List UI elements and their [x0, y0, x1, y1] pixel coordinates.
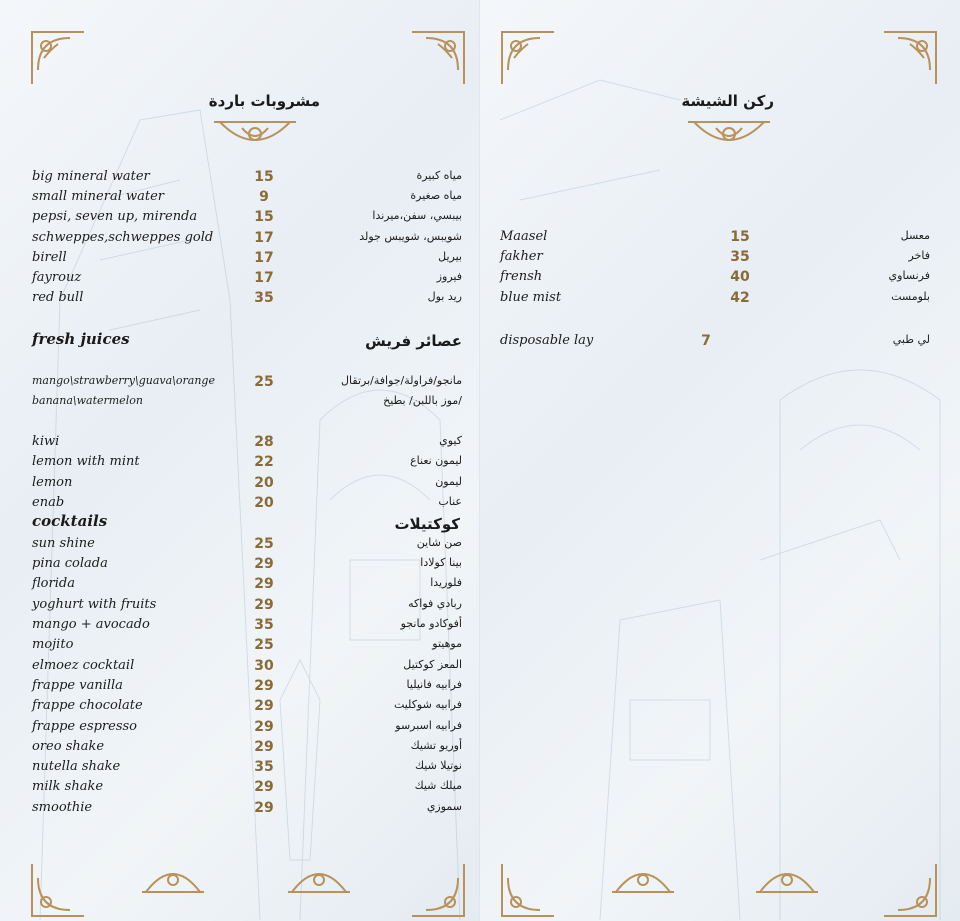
menu-item-row	[500, 249, 930, 269]
bottom-ornament	[140, 862, 206, 894]
menu-item-row	[32, 800, 462, 820]
item-name-en: fayrouz	[32, 270, 82, 285]
item-name-ar: فرابيه شوكليت	[393, 698, 462, 711]
item-name-ar: المعز كوكتيل	[403, 658, 462, 671]
item-name-ar: سموزي	[426, 800, 462, 813]
corner-ornament-bottom-right	[410, 862, 466, 918]
shisha-ornament	[686, 118, 772, 156]
menu-item-row	[32, 230, 462, 250]
item-price: 15	[254, 169, 274, 185]
corner-ornament-bottom-left	[500, 862, 556, 918]
menu-item-row	[32, 617, 462, 637]
item-name-ar: عناب	[438, 495, 462, 508]
item-name-ar: أفوكادو مانجو	[400, 617, 462, 630]
menu-item-row	[32, 739, 462, 759]
item-price: 20	[254, 495, 274, 511]
item-name-ar: مياه صغيرة	[410, 189, 462, 202]
item-name-en: smoothie	[32, 800, 93, 815]
corner-ornament-bottom-left	[30, 862, 86, 918]
item-name-en: birell	[32, 250, 67, 265]
menu-item-row	[32, 597, 462, 617]
item-name-ar: فاخر	[908, 249, 930, 262]
item-name-ar: فلوريدا	[430, 576, 462, 589]
corner-ornament-bottom-right	[882, 862, 938, 918]
item-name-ar: صن شاين	[416, 536, 462, 549]
menu-item-row	[32, 394, 462, 414]
menu-item-row	[32, 209, 462, 229]
menu-item-row	[32, 637, 462, 657]
bottom-ornament	[286, 862, 352, 894]
item-price: 29	[254, 576, 274, 592]
item-name-en: red bull	[32, 290, 84, 305]
item-price: 9	[259, 189, 269, 205]
item-name-en: frappe vanilla	[32, 678, 123, 693]
cocktails-heading-en: cocktails	[32, 512, 108, 530]
item-price: 15	[254, 209, 274, 225]
item-price: 15	[730, 229, 750, 245]
item-name-en: big mineral water	[32, 169, 150, 184]
menu-item-row	[500, 269, 930, 289]
item-name-ar: ريد بول	[427, 290, 462, 303]
item-price: 20	[254, 475, 274, 491]
item-price: 35	[254, 759, 274, 775]
cold-drinks-ornament	[212, 118, 298, 156]
item-name-ar: /موز باللبن/ بطيخ	[383, 394, 462, 407]
item-name-en: mango + avocado	[32, 617, 150, 632]
item-name-en: florida	[32, 576, 75, 591]
item-price: 25	[254, 374, 274, 390]
item-price: 29	[254, 719, 274, 735]
item-price: 35	[730, 249, 750, 265]
item-price: 42	[730, 290, 750, 306]
item-name-ar: ربادي فواكه	[408, 597, 462, 610]
item-name-en: frappe espresso	[32, 719, 138, 734]
menu-item-row	[32, 658, 462, 678]
item-name-ar: كيوي	[439, 434, 462, 447]
corner-ornament-top-left	[500, 30, 556, 86]
item-name-ar: فرنساوي	[888, 269, 930, 282]
item-name-ar: بلومست	[891, 290, 930, 303]
corner-ornament-top-left	[30, 30, 86, 86]
menu-item-row	[32, 475, 462, 495]
cocktails-heading-ar: كوكتيلات	[394, 515, 460, 533]
item-price: 7	[701, 333, 711, 349]
item-name-ar: ليمون نعناع	[410, 454, 462, 467]
item-name-ar: لي طبي	[892, 333, 930, 346]
item-name-en: oreo shake	[32, 739, 105, 754]
item-price: 40	[730, 269, 750, 285]
menu-item-row	[32, 576, 462, 596]
item-price: 29	[254, 698, 274, 714]
item-name-en: mojito	[32, 637, 74, 652]
menu-item-row	[32, 250, 462, 270]
item-name-en: mango\strawberry\guava\orange	[32, 374, 215, 387]
menu-item-row	[32, 556, 462, 576]
item-name-en: elmoez cocktail	[32, 658, 135, 673]
item-name-en: sun shine	[32, 536, 95, 551]
item-name-en: lemon	[32, 475, 73, 490]
item-name-ar: أوريو تشيك	[410, 739, 462, 752]
item-name-en: yoghurt with fruits	[32, 597, 157, 612]
item-name-ar: فيروز	[436, 270, 462, 283]
item-name-en: schweppes,schweppes gold	[32, 230, 214, 245]
menu-item-row	[32, 270, 462, 290]
item-name-ar: ميلك شيك	[414, 779, 462, 792]
item-price: 28	[254, 434, 274, 450]
menu-item-row	[32, 374, 462, 394]
item-name-ar: بيريل	[438, 250, 462, 263]
item-name-ar: مانجو/فراولة/جوافة/برتقال	[341, 374, 462, 387]
bottom-ornament	[754, 862, 820, 894]
menu-item-row	[500, 290, 930, 310]
menu-item-row	[32, 434, 462, 454]
item-price: 29	[254, 597, 274, 613]
right-menu-page	[480, 0, 960, 921]
item-name-en: pepsi, seven up, mirenda	[32, 209, 198, 224]
item-name-ar: مياه كبيرة	[416, 169, 462, 182]
item-name-ar: بينا كولادا	[420, 556, 462, 569]
menu-item-row	[32, 290, 462, 310]
item-price: 17	[254, 230, 274, 246]
shisha-heading: ركن الشيشة	[681, 92, 774, 110]
item-price: 22	[254, 454, 274, 470]
item-price: 29	[254, 678, 274, 694]
item-name-ar: نوتيلا شيك	[415, 759, 462, 772]
fresh-juices-heading-ar: عصائر فريش	[365, 332, 462, 350]
item-name-en: banana\watermelon	[32, 394, 143, 407]
item-price: 35	[254, 290, 274, 306]
item-name-en: Maasel	[500, 229, 548, 244]
item-price: 25	[254, 637, 274, 653]
item-name-en: blue mist	[500, 290, 562, 305]
item-name-ar: شويبس، شويبس جولد	[359, 230, 462, 243]
item-price: 35	[254, 617, 274, 633]
item-name-en: milk shake	[32, 779, 104, 794]
item-name-ar: معسل	[900, 229, 930, 242]
bottom-ornament	[610, 862, 676, 894]
menu-item-row	[32, 536, 462, 556]
item-name-en: nutella shake	[32, 759, 121, 774]
item-price: 17	[254, 270, 274, 286]
fresh-juices-heading-en: fresh juices	[32, 330, 130, 348]
item-name-ar: فرابيه فانيليا	[406, 678, 462, 691]
item-name-en: kiwi	[32, 434, 60, 449]
menu-item-row	[500, 333, 930, 353]
menu-item-row	[32, 698, 462, 718]
item-name-en: frensh	[500, 269, 543, 284]
item-price: 25	[254, 536, 274, 552]
item-name-ar: بيبسي، سفن،ميرندا	[372, 209, 462, 222]
menu-item-row	[500, 229, 930, 249]
cold-drinks-heading: مشروبات باردة	[208, 92, 320, 110]
item-price: 17	[254, 250, 274, 266]
item-name-en: frappe chocolate	[32, 698, 143, 713]
item-price: 29	[254, 739, 274, 755]
item-price: 29	[254, 800, 274, 816]
item-name-ar: ليمون	[435, 475, 462, 488]
item-name-en: enab	[32, 495, 65, 510]
item-name-en: fakher	[500, 249, 543, 264]
menu-item-row	[32, 719, 462, 739]
item-price: 29	[254, 556, 274, 572]
item-price: 29	[254, 779, 274, 795]
item-price: 30	[254, 658, 274, 674]
corner-ornament-top-right	[882, 30, 938, 86]
corner-ornament-top-right	[410, 30, 466, 86]
menu-item-row	[32, 678, 462, 698]
item-name-ar: موهيتو	[432, 637, 462, 650]
menu-item-row	[32, 759, 462, 779]
menu-item-row	[32, 169, 462, 189]
menu-item-row	[32, 779, 462, 799]
item-name-en: disposable lay	[500, 333, 594, 348]
item-name-en: small mineral water	[32, 189, 165, 204]
item-name-en: lemon with mint	[32, 454, 140, 469]
item-name-ar: فرابيه اسبرسو	[395, 719, 462, 732]
menu-item-row	[32, 454, 462, 474]
item-name-en: pina colada	[32, 556, 108, 571]
menu-item-row	[32, 189, 462, 209]
